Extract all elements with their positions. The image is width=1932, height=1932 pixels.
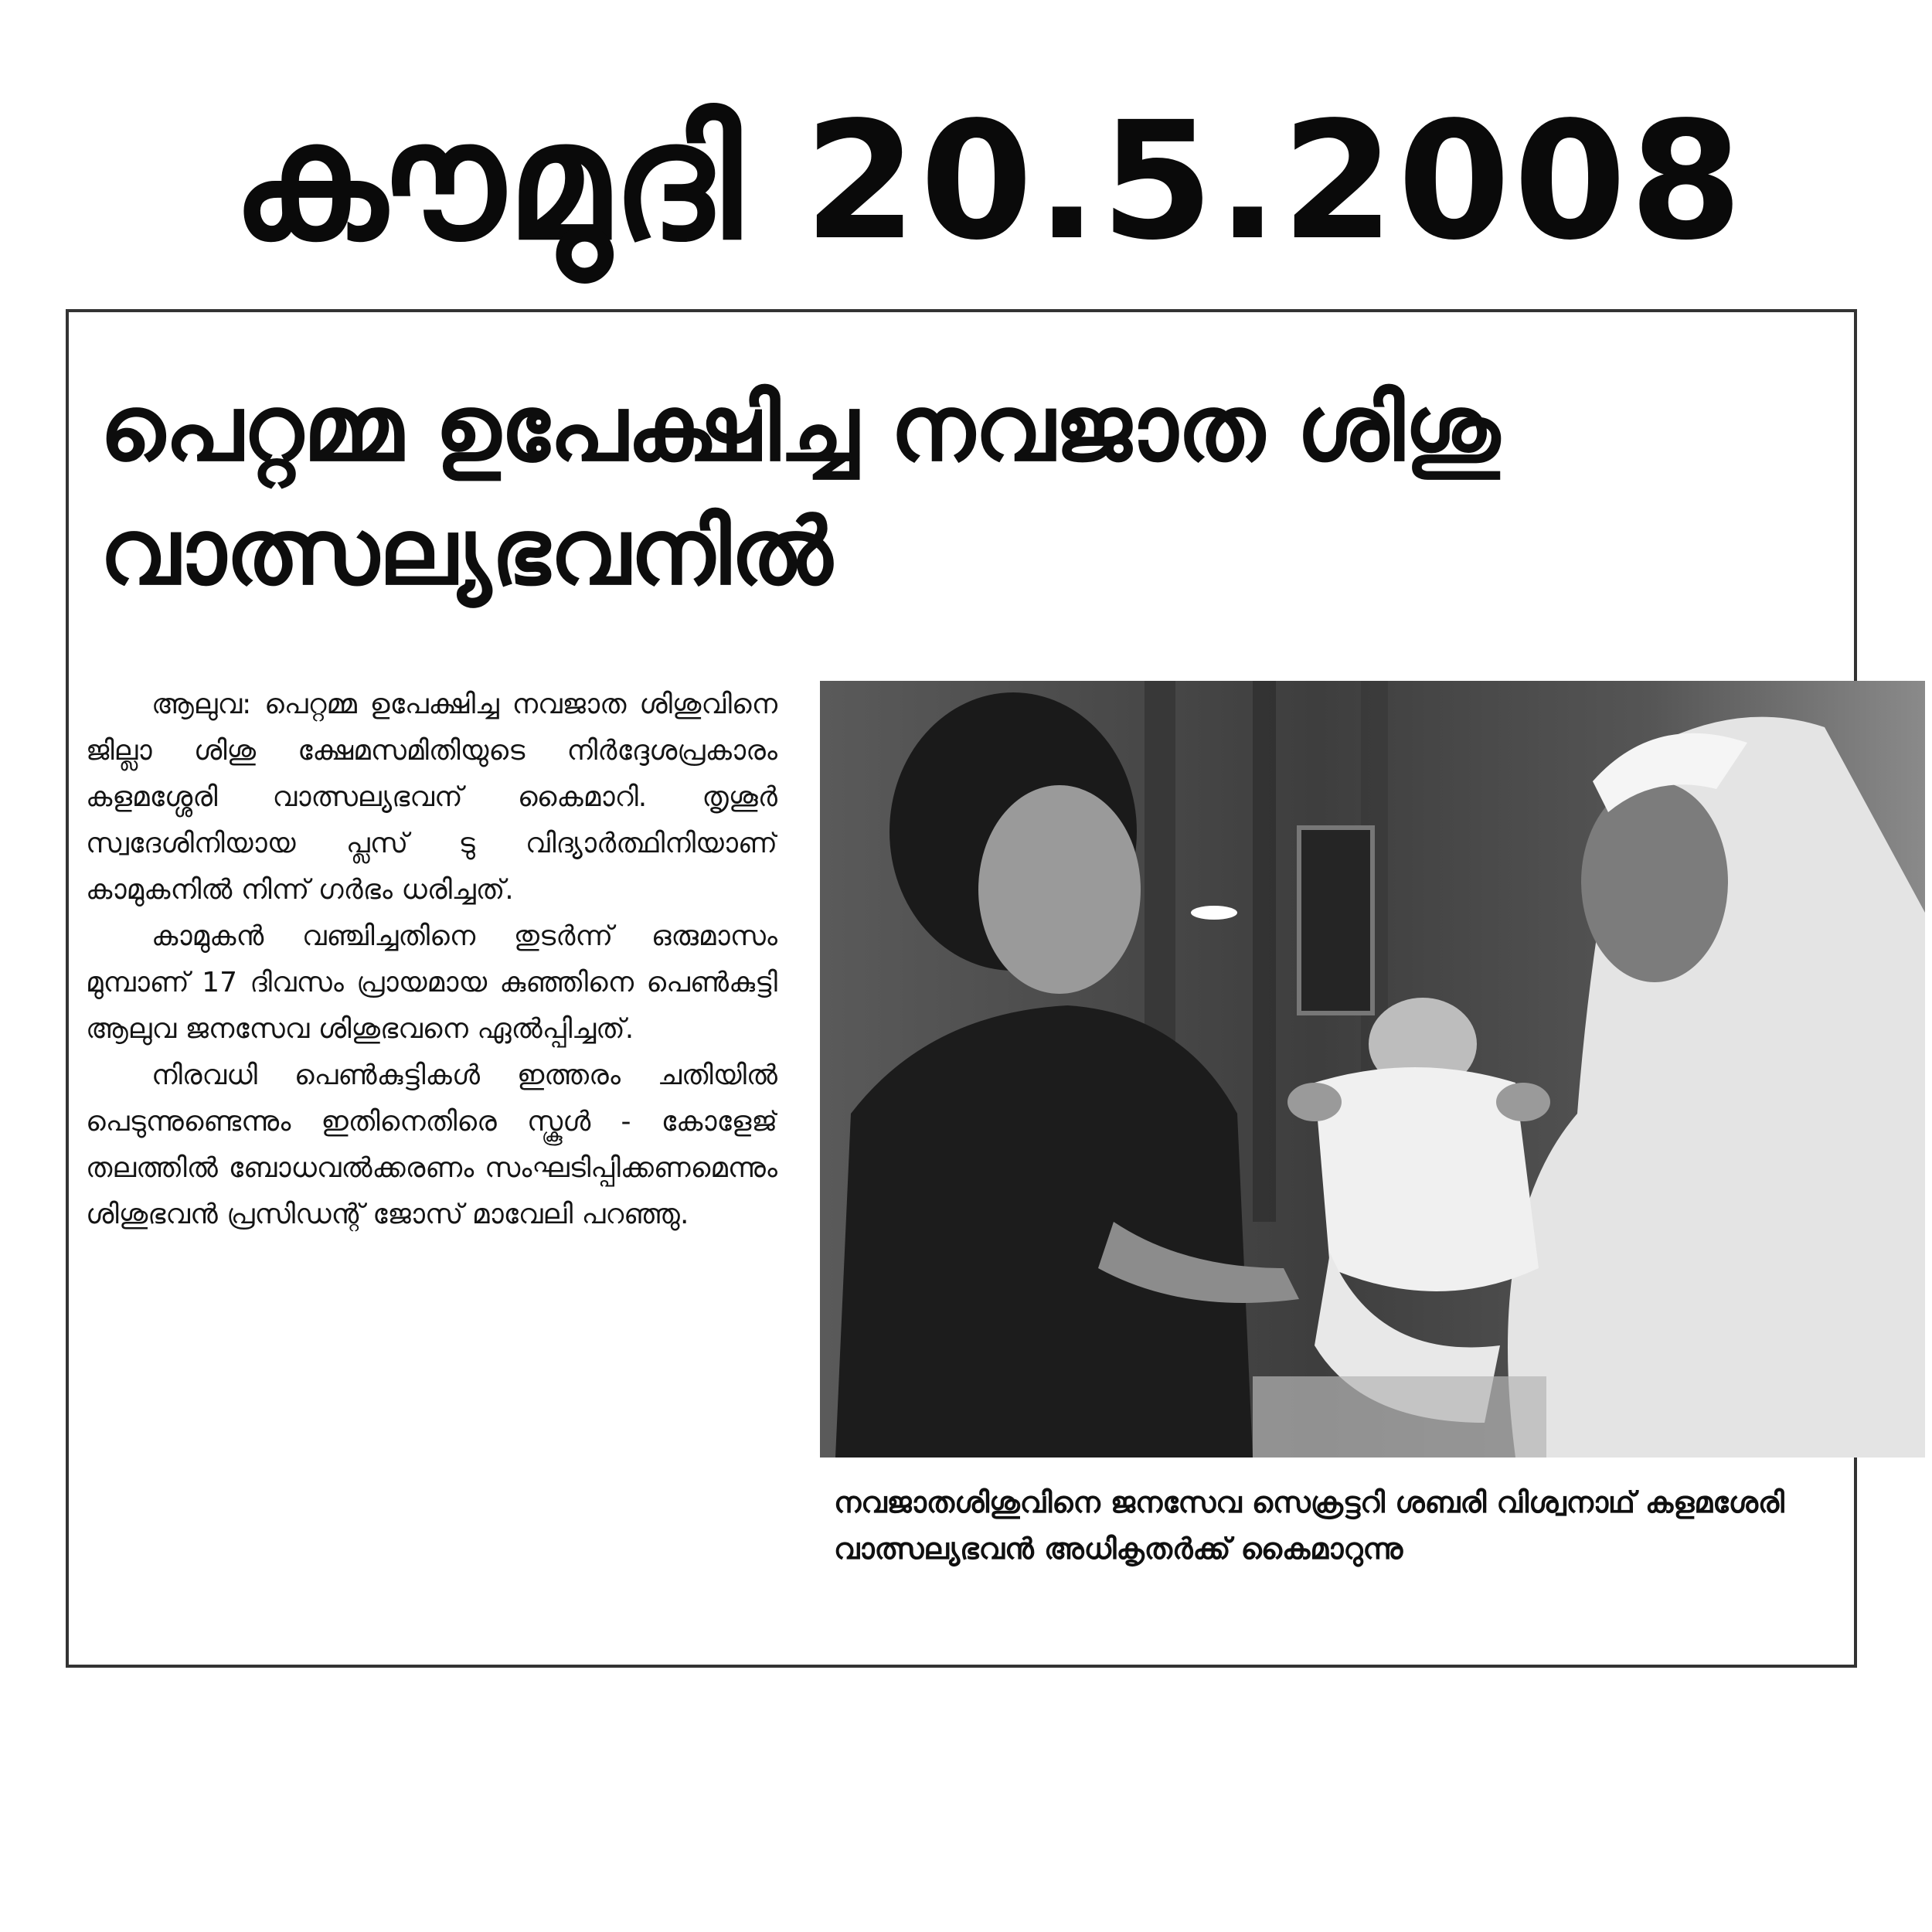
article-paragraph-2: കാമുകൻ വഞ്ചിച്ചതിനെ തുടർന്ന് ഒരുമാസം മുമ്പാണ് 17 ദിവസം പ്രായമായ കുഞ്ഞിനെ പെൺകുട്ടി ആലുവ ജനസേവ ശിശുഭവനെ ഏൽപ്പിച്ചത്. xyxy=(86,920,777,1045)
article-paragraph-1: ആലുവ: പെറ്റമ്മ ഉപേക്ഷിച്ച നവജാത ശിശുവിനെ ജില്ലാ ശിശു ക്ഷേമസമിതിയുടെ നിർദ്ദേശപ്രകാരം കളമശ്ശേരി വാത്സല്യഭവന് കൈമാറി. തൃശൂർ സ്വദേശിനിയായ പ്ലസ് ടു വിദ്യാർത്ഥിനിയാണ് കാമുകനിൽ നിന്ന് ഗർഭം ധരിച്ചത്. xyxy=(86,689,777,906)
news-photo xyxy=(820,681,1925,1458)
news-clipping xyxy=(66,309,1857,1668)
photo-caption: നവജാതശിശുവിനെ ജനസേവ സെക്രട്ടറി ശബരി വിശ്വനാഥ് കളമശേരി വാത്സല്യഭവൻ അധികൃതർക്ക് കൈമാറുന്നു xyxy=(834,1485,1784,1566)
newspaper-date-title: കൗമുദി 20.5.2008 xyxy=(232,87,1746,276)
photo-illustration xyxy=(820,681,1925,1458)
article-paragraph-3: നിരവധി പെൺകുട്ടികൾ ഇത്തരം ചതിയിൽ പെടുന്നുണ്ടെന്നും ഇതിനെതിരെ സ്കൂൾ - കോളേജ് തലത്തിൽ ബോധവൽക്കരണം സംഘടിപ്പിക്കണമെന്നും ശിശുഭവൻ പ്രസിഡന്റ് ജോസ് മാവേലി പറഞ്ഞു. xyxy=(86,1060,777,1230)
headline-line-2: വാത്സല്യഭവനിൽ xyxy=(100,498,833,605)
article-body xyxy=(86,682,777,1632)
headline-line-1: പെറ്റമ്മ ഉപേക്ഷിച്ച നവജാത ശിശു xyxy=(100,375,1500,481)
